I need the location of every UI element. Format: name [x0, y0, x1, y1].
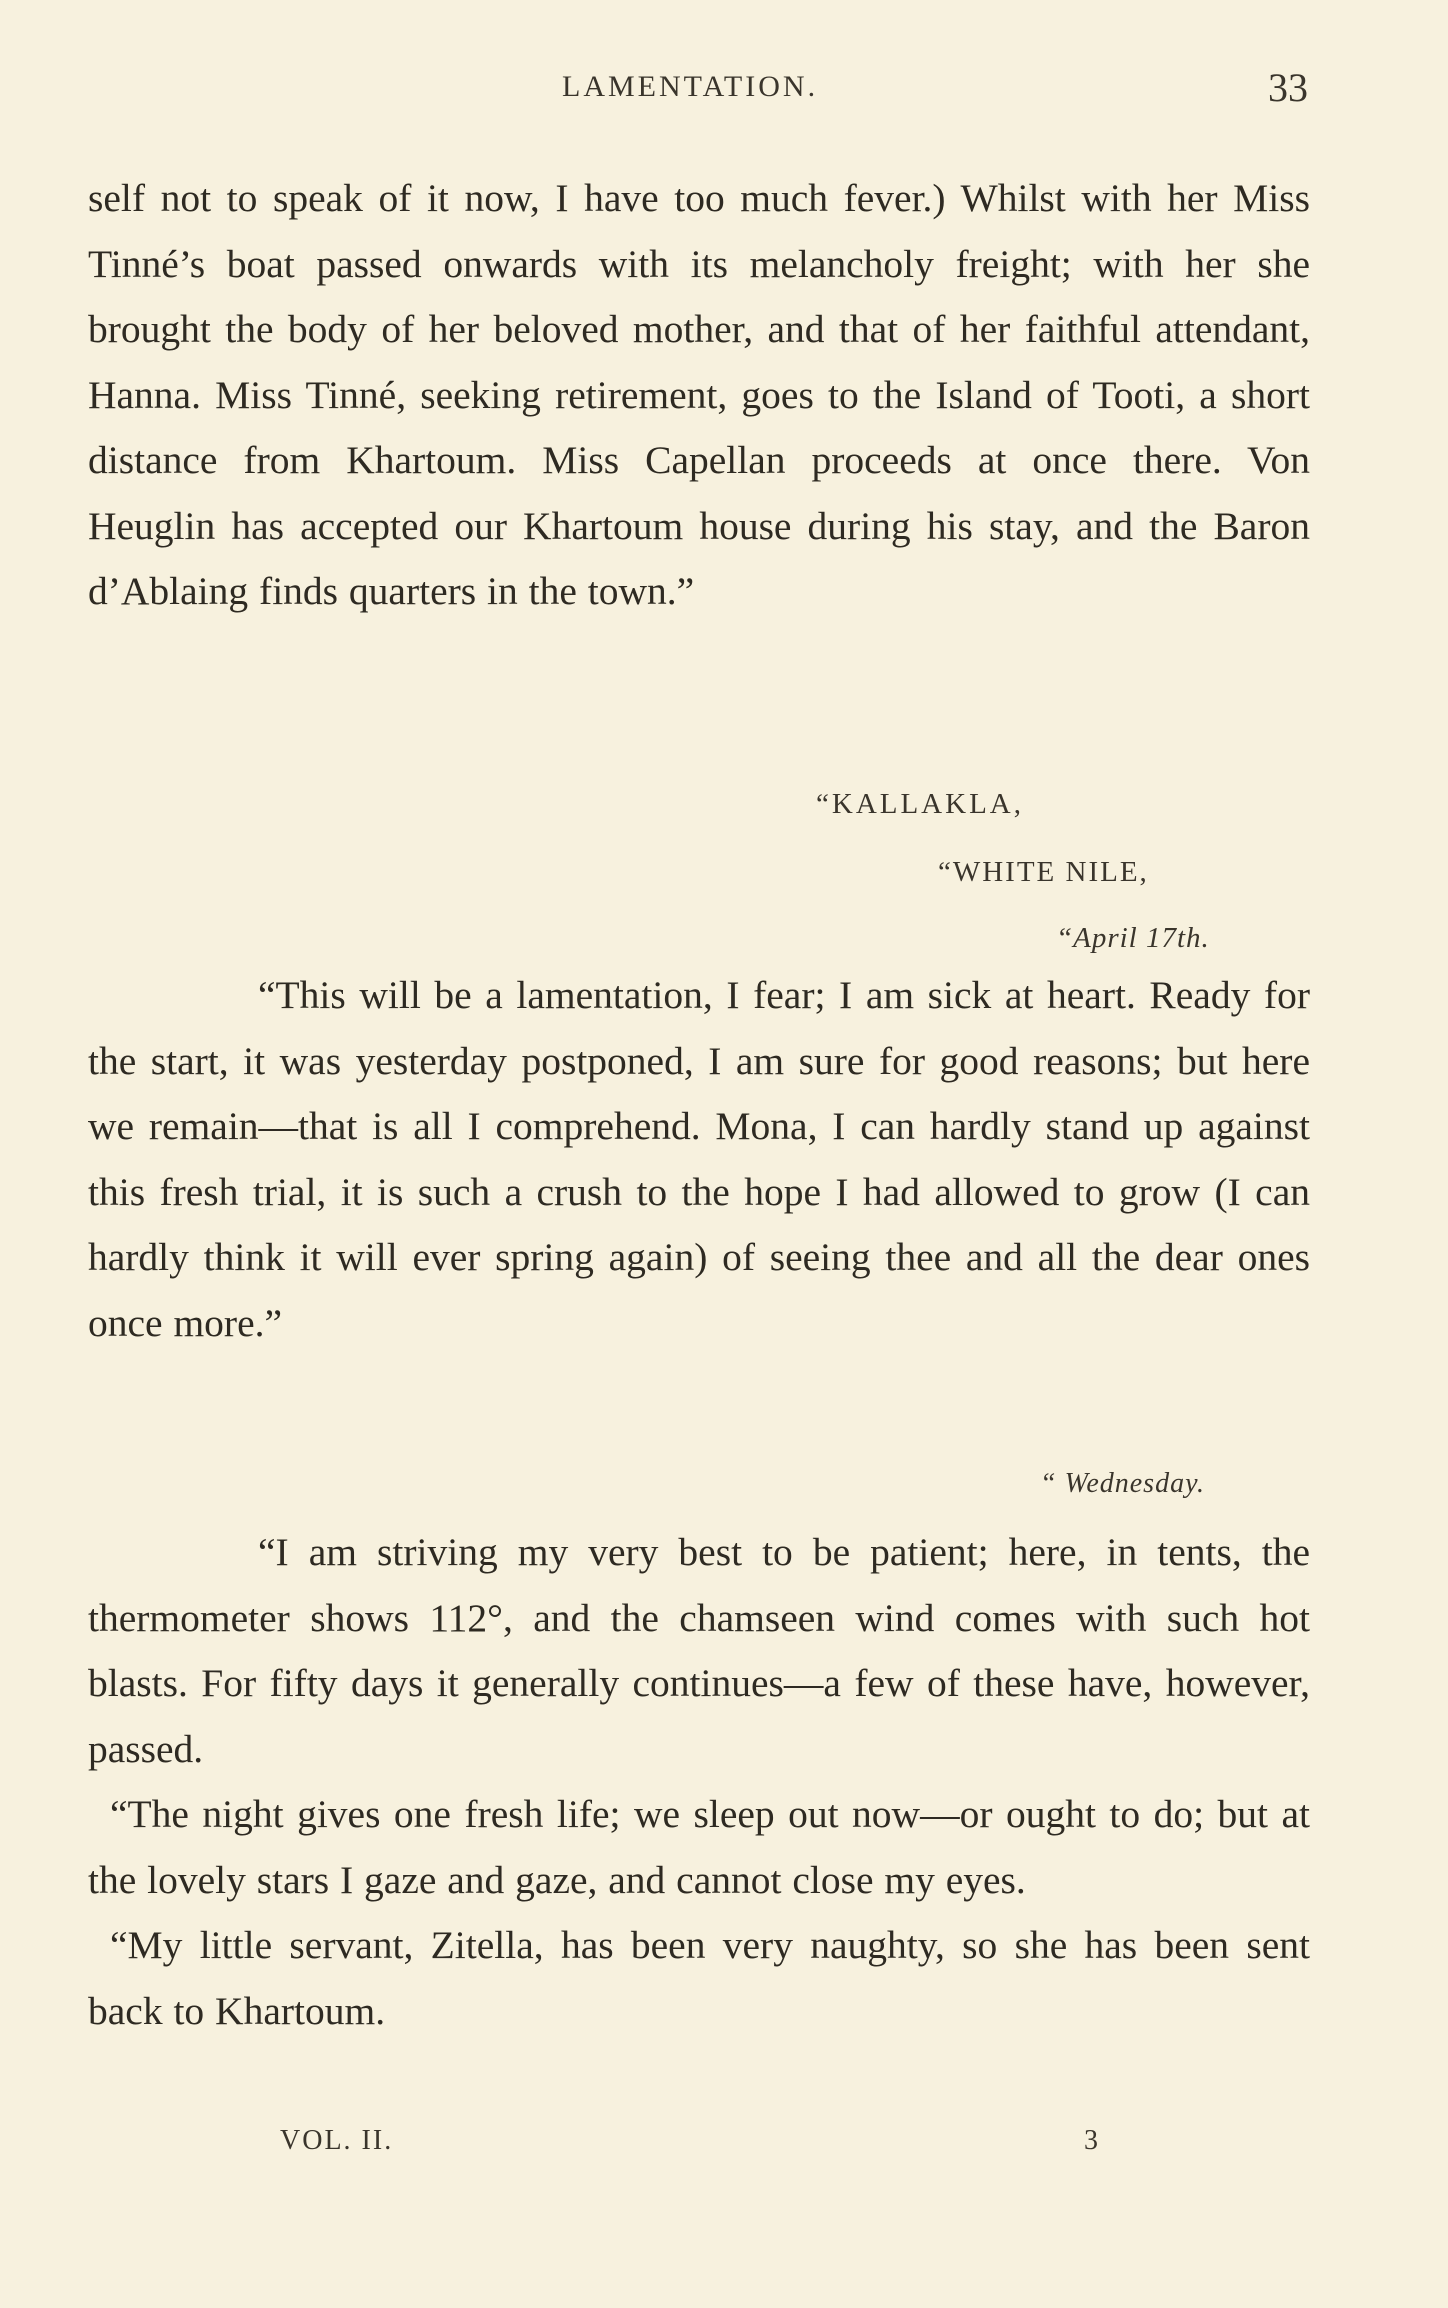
letter-wednesday — [88, 1520, 1310, 2044]
sheet-signature-number: 3 — [1084, 2125, 1098, 2156]
dateline-wednesday: “ Wednesday. — [1040, 1468, 1205, 1499]
dateline-region: “WHITE NILE, — [938, 856, 1149, 888]
letter-continuation — [88, 166, 1310, 625]
page-number: 33 — [1268, 65, 1308, 110]
volume-signature: VOL. II. — [280, 2125, 394, 2156]
paragraph: “I am striving my very best to be patient; here, in tents, the thermometer shows 112°, and the chamseen wind comes with such hot blasts. For fifty days it generally continues—a few of these have, however, passed. — [88, 1530, 1310, 1771]
paragraph: “My little servant, Zitella, has been very naughty, so she has been sent back to Khartoum. — [88, 1923, 1310, 2033]
paragraph: “The night gives one fresh life; we sleep out now—or ought to do; but at the lovely stars I gaze and gaze, and cannot close my eyes. — [88, 1792, 1310, 1902]
dateline-date: “April 17th. — [1056, 922, 1210, 954]
dateline-place: “KALLAKLA, — [816, 788, 1024, 820]
letter-april-17 — [88, 963, 1310, 1356]
paragraph: “This will be a lamentation, I fear; I am sick at heart. Ready for the start, it was yesterday postponed, I am sure for good reasons; but here we remain—that is all I comprehend. Mona, I can hardly stand up against this fresh trial, it is such a crush to the hope I had allowed to grow (I can hardly think it will ever spring again) of seeing thee and all the dear ones once more.” — [88, 973, 1310, 1345]
running-head — [0, 62, 1448, 122]
page-footer — [0, 2125, 1448, 2175]
running-title: LAMENTATION. — [562, 70, 819, 103]
paragraph: self not to speak of it now, I have too much fever.) Whilst with her Miss Tinné’s boat passed onwards with its melancholy freight; with her she brought the body of her beloved mother, and that of her faithful attendant, Hanna. Miss Tinné, seeking retirement, goes to the Island of Tooti, a short distance from Khartoum. Miss Capellan proceeds at once there. Von Heuglin has accepted our Khartoum house during his stay, and the Baron d’Ablaing finds quarters in the town.” — [88, 176, 1310, 613]
